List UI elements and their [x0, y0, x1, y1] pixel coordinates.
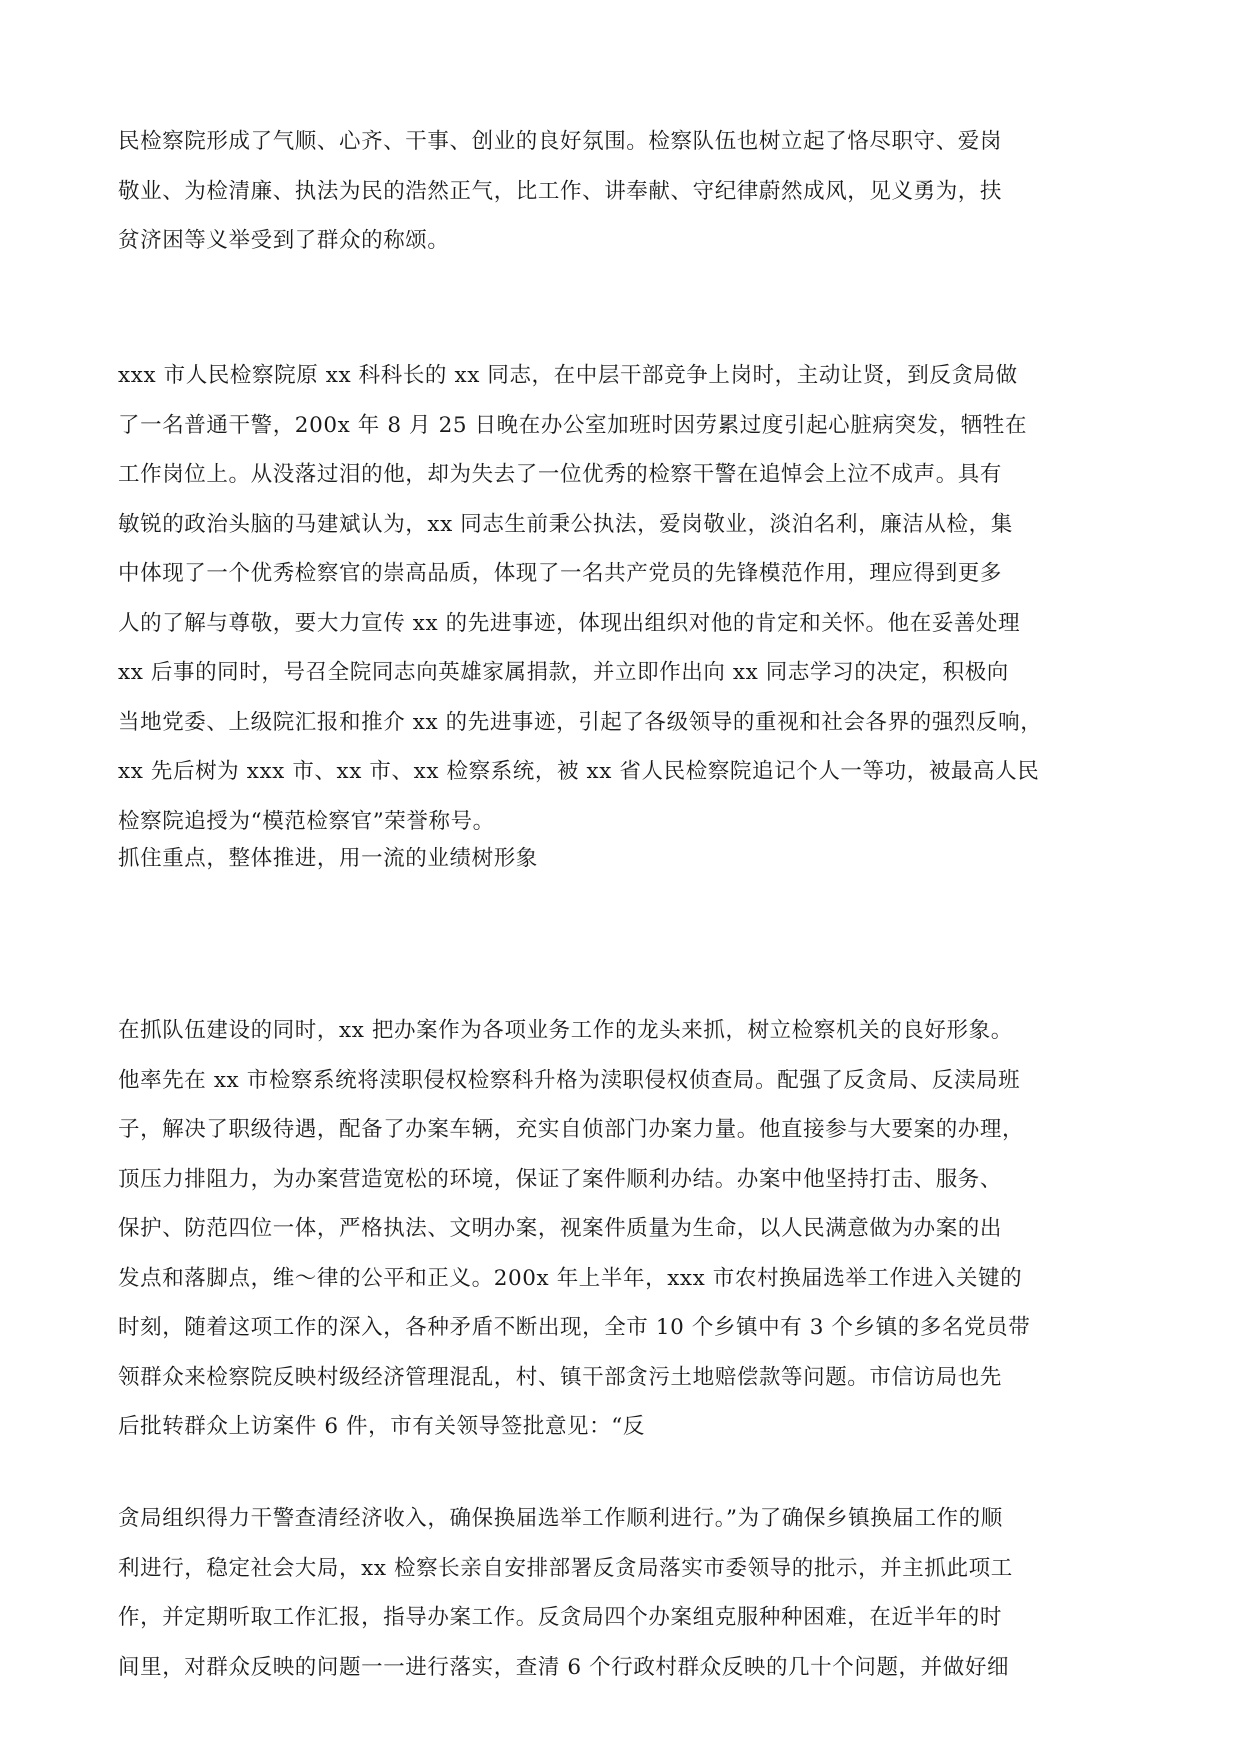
paragraph-model-prosecutor	[118, 351, 1123, 846]
text-line: 保护、防范四位一体，严格执法、文明办案，视案件质量为生命，以人民满意做为办案的出	[118, 1216, 1003, 1241]
text-line: 敬业、为检清廉、执法为民的浩然正气，比工作、讲奉献、守纪律蔚然成风，见义勇为，扶	[118, 178, 1003, 204]
text-line: 后批转群众上访案件 6 件，市有关领导签批意见：“反	[118, 1414, 645, 1439]
text-line: 利进行，稳定社会大局，xx 检察长亲自安排部署反贪局落实市委领导的批示，并主抓此项工	[118, 1555, 1013, 1581]
text-line: 了一名普通干警，200x 年 8 月 25 日晚在办公室加班时因劳累过度引起心脏病突发，牺牲在	[118, 412, 1028, 438]
text-line: 间里，对群众反映的问题一一进行落实，查清 6 个行政村群众反映的几十个问题，并做好细	[118, 1654, 1010, 1680]
text-line: 贫济困等义举受到了群众的称颂。	[118, 228, 450, 253]
text-line: 人的了解与尊敬，要大力宣传 xx 的先进事迹，体现出组织对他的肯定和关怀。他在妥善处理	[118, 610, 1021, 636]
text-line: 民检察院形成了气顺、心齐、干事、创业的良好氛围。检察队伍也树立起了恪尽职守、爱岗	[118, 129, 1003, 154]
text-line: 贪局组织得力干警查清经济收入，确保换届选举工作顺利进行。”为了确保乡镇换届工作的顺	[118, 1506, 1003, 1531]
text-line: 敏锐的政治头脑的马建斌认为，xx 同志生前秉公执法，爱岗敬业，淡泊名利，廉洁从检，集	[118, 511, 1013, 537]
text-line: 时刻，随着这项工作的深入，各种矛盾不断出现，全市 10 个乡镇中有 3 个乡镇的多名党员带	[118, 1315, 1031, 1340]
text-line: xxx 市人民检察院原 xx 科科长的 xx 同志，在中层干部竞争上岗时，主动让贤，到反贪局做	[118, 363, 1018, 388]
text-line: 当地党委、上级院汇报和推介 xx 的先进事迹，引起了各级领导的重视和社会各界的强烈反响，	[118, 709, 1043, 735]
text-line: 发点和落脚点，维～律的公平和正义。200x 年上半年，xxx 市农村换届选举工作进入关键的	[118, 1265, 1023, 1291]
paragraph-election-support	[118, 1494, 1123, 1692]
section-heading	[118, 834, 1123, 884]
text-line: 子，解决了职级待遇，配备了办案车辆，充实自侦部门办案力量。他直接参与大要案的办理，	[118, 1117, 1025, 1142]
text-line: 作，并定期听取工作汇报，指导办案工作。反贪局四个办案组克服种种困难，在近半年的时	[118, 1605, 1003, 1630]
paragraph-procuratorate-atmosphere	[118, 117, 1123, 266]
text-line: 顶压力排阻力，为办案营造宽松的环境，保证了案件顺利办结。办案中他坚持打击、服务、	[118, 1166, 1003, 1192]
text-line: 领群众来检察院反映村级经济管理混乱，村、镇干部贪污土地赔偿款等问题。市信访局也先	[118, 1364, 1003, 1390]
text-line: 他率先在 xx 市检察系统将渎职侵权检察科升格为渎职侵权侦查局。配强了反贪局、反渎局班	[118, 1067, 1021, 1093]
text-line: 工作岗位上。从没落过泪的他，却为失去了一位优秀的检察干警在追悼会上泣不成声。具有	[118, 462, 1003, 487]
paragraph-case-handling	[118, 1006, 1123, 1452]
text-line: xx 先后树为 xxx 市、xx 市、xx 检察系统，被 xx 省人民检察院追记个人一等功，被最高人民	[118, 759, 1040, 784]
text-line: 在抓队伍建设的同时，xx 把办案作为各项业务工作的龙头来抓，树立检察机关的良好形象。	[118, 1018, 1013, 1043]
text-line: xx 后事的同时，号召全院同志向英雄家属捐款，并立即作出向 xx 同志学习的决定，积极向	[118, 660, 1009, 685]
text-line: 中体现了一个优秀检察官的崇高品质，体现了一名共产党员的先锋模范作用，理应得到更多	[118, 561, 1003, 586]
text-line: 检察院追授为“模范检察官”荣誉称号。	[118, 808, 495, 834]
heading-line: 抓住重点，整体推进，用一流的业绩树形象	[118, 846, 538, 871]
